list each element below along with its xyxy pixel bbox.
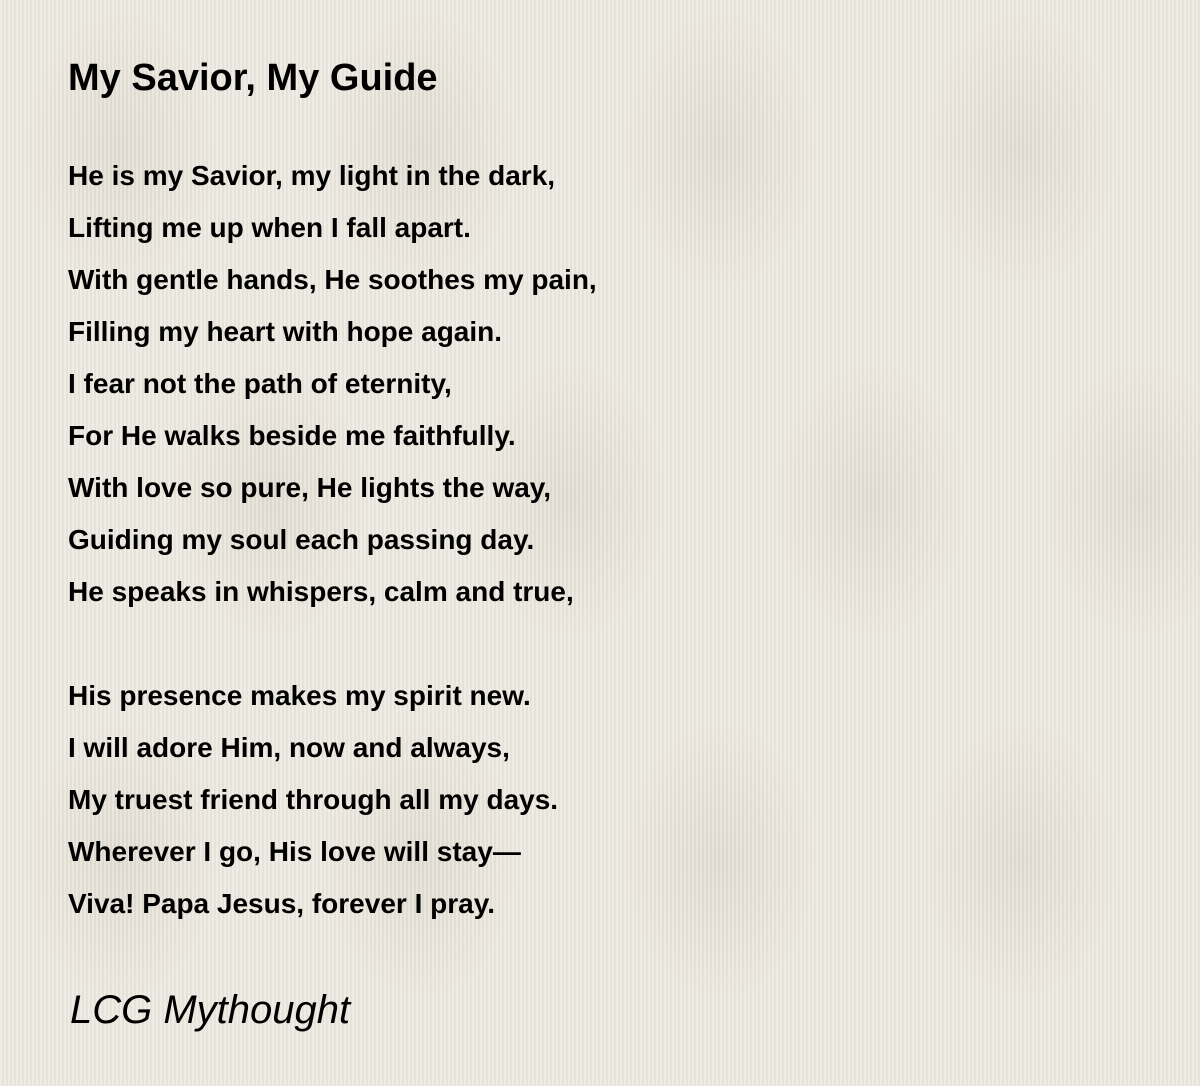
poem-line: He speaks in whispers, calm and true, — [68, 576, 574, 607]
poem-body — [68, 150, 597, 930]
stanza-2 — [68, 670, 597, 930]
poem-line: My truest friend through all my days. — [68, 784, 559, 815]
poem-line: Filling my heart with hope again. — [68, 316, 503, 347]
poem-title: My Savior, My Guide — [68, 57, 438, 99]
poem-line: For He walks beside me faithfully. — [68, 420, 516, 451]
poem-line: Guiding my soul each passing day. — [68, 524, 535, 555]
poem-line: His presence makes my spirit new. — [68, 680, 531, 711]
poem-author: LCG Mythought — [70, 988, 351, 1032]
poem-line: He is my Savior, my light in the dark, — [68, 160, 556, 191]
poem-line: I will adore Him, now and always, — [68, 732, 510, 763]
poem-line: With gentle hands, He soothes my pain, — [68, 264, 597, 295]
poem-line: Lifting me up when I fall apart. — [68, 212, 471, 243]
stanza-1 — [68, 150, 597, 618]
poem-line: Wherever I go, His love will stay— — [68, 836, 521, 867]
poem-line: With love so pure, He lights the way, — [68, 472, 552, 503]
poem-line: I fear not the path of eternity, — [68, 368, 452, 399]
poem-line: Viva! Papa Jesus, forever I pray. — [68, 888, 495, 919]
